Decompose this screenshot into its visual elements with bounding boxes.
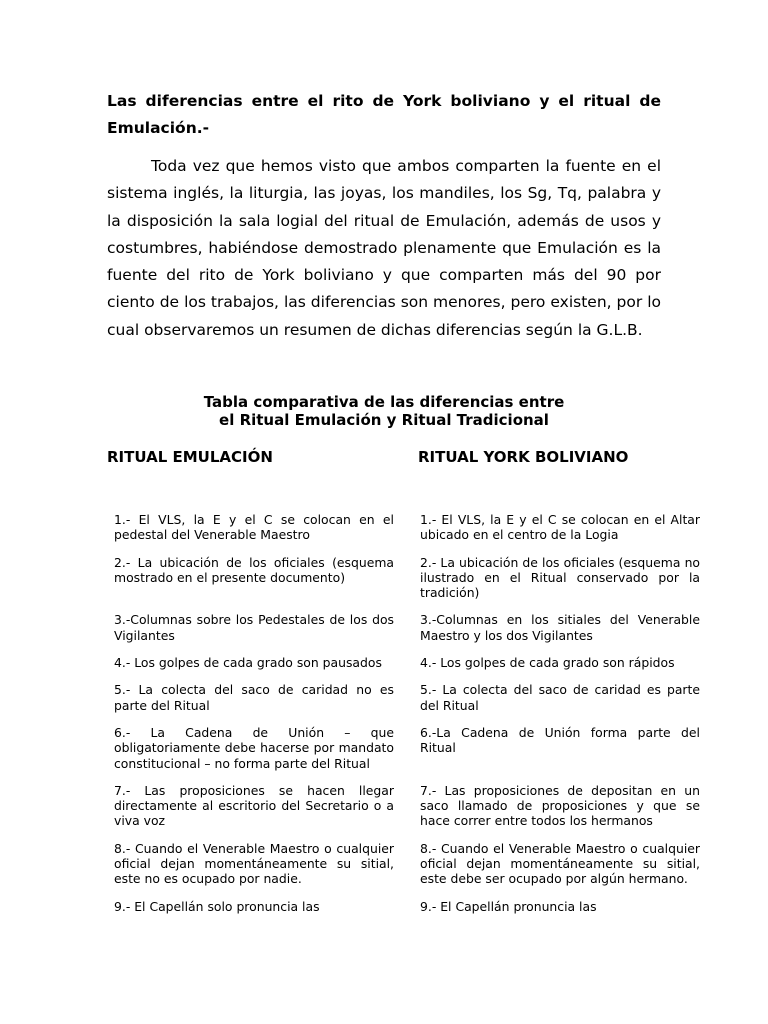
table-row	[114, 725, 700, 771]
document-heading: Las diferencias entre el rito de York boliviano y el ritual de Emulación.-	[107, 92, 661, 137]
column-header-emulacion: RITUAL EMULACIÓN	[107, 448, 273, 466]
table-row	[114, 841, 700, 887]
table-title-line-2: el Ritual Emulación y Ritual Tradicional	[219, 411, 549, 429]
column-header-york-boliviano: RITUAL YORK BOLIVIANO	[418, 448, 629, 466]
cell-york-boliviano: 7.- Las proposiciones de depositan en un saco llamado de proposiciones y que se hace correr entre todos los hermanos	[420, 782, 700, 829]
comparison-table	[114, 512, 700, 932]
table-title	[107, 393, 661, 429]
intro-paragraph: Toda vez que hemos visto que ambos comparten la fuente en el sistema inglés, la liturgia, las joyas, los mandiles, los Sg, Tq, palabra y la disposición la sala logial del ritual de Emulación, además de usos y costumbres, habiéndose demostrado plenamente que Emulación es la fuente del rito de York boliviano y que comparten más del 90 por ciento de los trabajos, las diferencias son menores, pero existen, por lo cual observaremos un resumen de dichas diferencias según la G.L.B.	[107, 157, 661, 339]
cell-emulacion: 9.- El Capellán solo pronuncia las	[114, 898, 320, 914]
table-row	[114, 512, 700, 543]
cell-york-boliviano: 1.- El VLS, la E y el C se colocan en el Altar ubicado en el centro de la Logia	[420, 512, 700, 543]
cell-york-boliviano: 9.- El Capellán pronuncia las	[420, 898, 597, 914]
table-row	[114, 899, 700, 914]
table-row	[114, 783, 700, 829]
cell-emulacion: 3.-Columnas sobre los Pedestales de los dos Vigilantes	[114, 612, 394, 643]
table-row	[114, 655, 700, 670]
cell-york-boliviano: 4.- Los golpes de cada grado son rápidos	[420, 655, 675, 671]
cell-emulacion: 2.- La ubicación de los oficiales (esquema mostrado en el presente documento)	[114, 554, 394, 585]
cell-york-boliviano: 5.- La colecta del saco de caridad es parte del Ritual	[420, 682, 700, 713]
cell-york-boliviano: 2.- La ubicación de los oficiales (esquema no ilustrado en el Ritual conservado por la tradición)	[420, 554, 700, 601]
table-title-line-1: Tabla comparativa de las diferencias entre	[203, 393, 565, 411]
cell-emulacion: 8.- Cuando el Venerable Maestro o cualquier oficial dejan momentáneamente su sitial, este no es ocupado por nadie.	[114, 840, 394, 887]
cell-emulacion: 4.- Los golpes de cada grado son pausados	[114, 655, 382, 671]
cell-york-boliviano: 3.-Columnas en los sitiales del Venerable Maestro y los dos Vigilantes	[420, 612, 700, 643]
table-row	[114, 682, 700, 713]
cell-emulacion: 1.- El VLS, la E y el C se colocan en el pedestal del Venerable Maestro	[114, 512, 394, 543]
cell-york-boliviano: 6.-La Cadena de Unión forma parte del Ritual	[420, 724, 700, 756]
cell-emulacion: 5.- La colecta del saco de caridad no es parte del Ritual	[114, 682, 394, 713]
table-row	[114, 612, 700, 643]
cell-emulacion: 7.- Las proposiciones se hacen llegar directamente al escritorio del Secretario o a viva voz	[114, 782, 394, 829]
cell-emulacion: 6.- La Cadena de Unión – que obligatoriamente debe hacerse por mandato constitucional – no forma parte del Ritual	[114, 724, 394, 771]
table-row	[114, 555, 700, 601]
cell-york-boliviano: 8.- Cuando el Venerable Maestro o cualquier oficial dejan momentáneamente su sitial, este debe ser ocupado por algún hermano.	[420, 840, 700, 887]
